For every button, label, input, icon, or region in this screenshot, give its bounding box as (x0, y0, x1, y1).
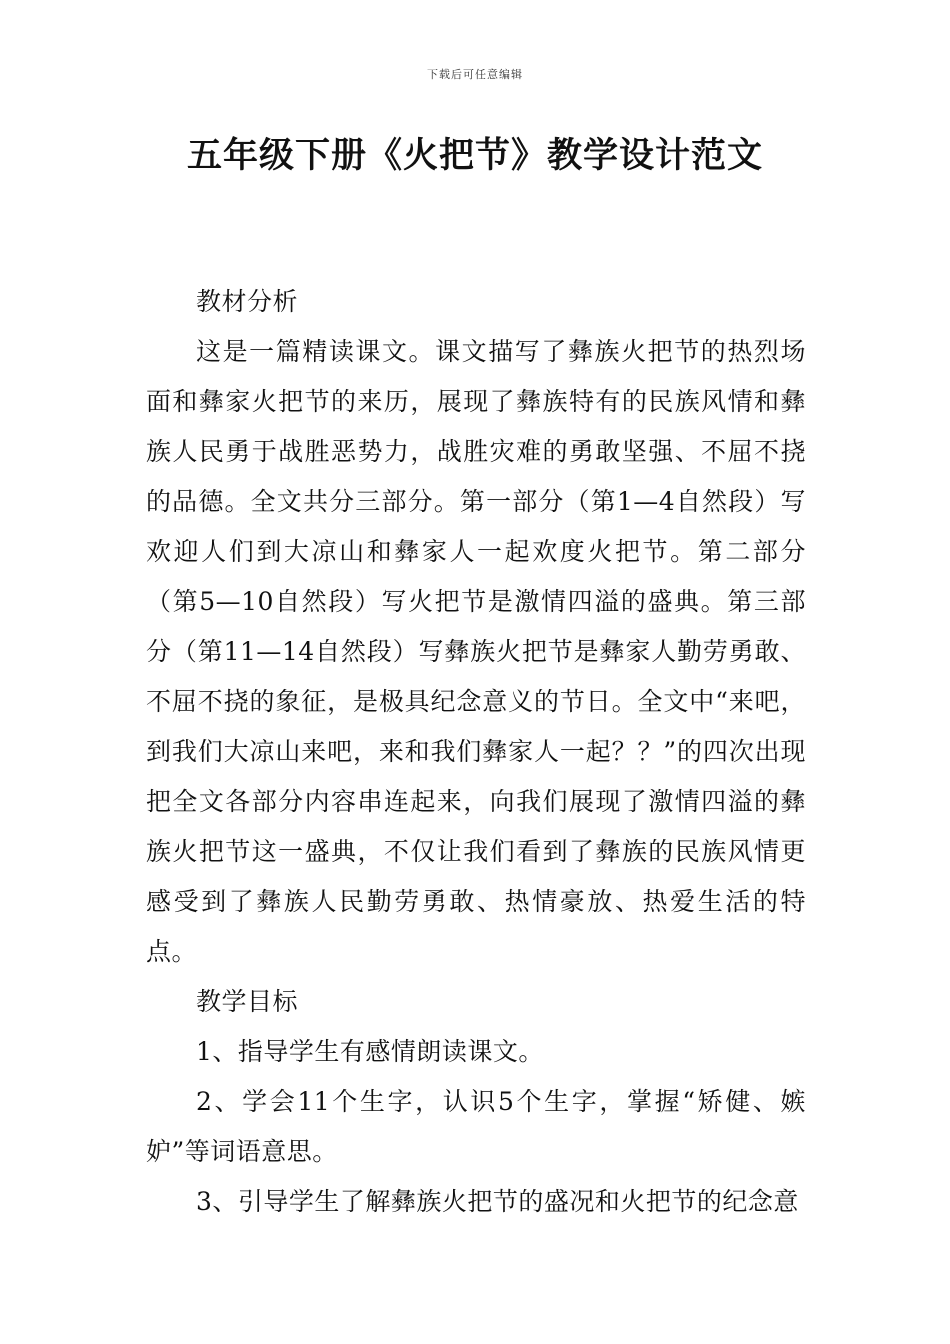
section-heading-material-analysis: 教材分析 (196, 287, 299, 316)
document-body (146, 277, 806, 1227)
section-heading-teaching-goals: 教学目标 (196, 987, 299, 1016)
goal-item-1: 1、指导学生有感情朗读课文。 (196, 1037, 544, 1066)
document-title: 五年级下册《火把节》教学设计范文 (186, 136, 763, 176)
goal-item-2: 2、学会11个生字，认识5个生字，掌握“矫健、嫉妒”等词语意思。 (146, 1087, 806, 1166)
paragraph-material-analysis: 这是一篇精读课文。课文描写了彝族火把节的热烈场面和彝家火把节的来历，展现了彝族特有的民族风情和彝族人民勇于战胜恶势力，战胜灾难的勇敢坚强、不屈不挠的品德。全文共分三部分。第一部分（第1—4自然段）写欢迎人们到大凉山和彝家人一起欢度火把节。第二部分（第5—10自然段）写火把节是激情四溢的盛典。第三部分（第11—14自然段）写彝族火把节是彝家人勤劳勇敢、不屈不挠的象征，是极具纪念意义的节日。全文中“来吧，到我们大凉山来吧，来和我们彝家人一起？？”的四次出现把全文各部分内容串连起来，向我们展现了激情四溢的彝族火把节这一盛典，不仅让我们看到了彝族的民族风情更感受到了彝族人民勤劳勇敢、热情豪放、热爱生活的特点。 (146, 337, 806, 966)
goal-item-3: 3、引导学生了解彝族火把节的盛况和火把节的纪念意 (196, 1187, 799, 1216)
header-note: 下载后可任意编辑 (427, 68, 523, 81)
